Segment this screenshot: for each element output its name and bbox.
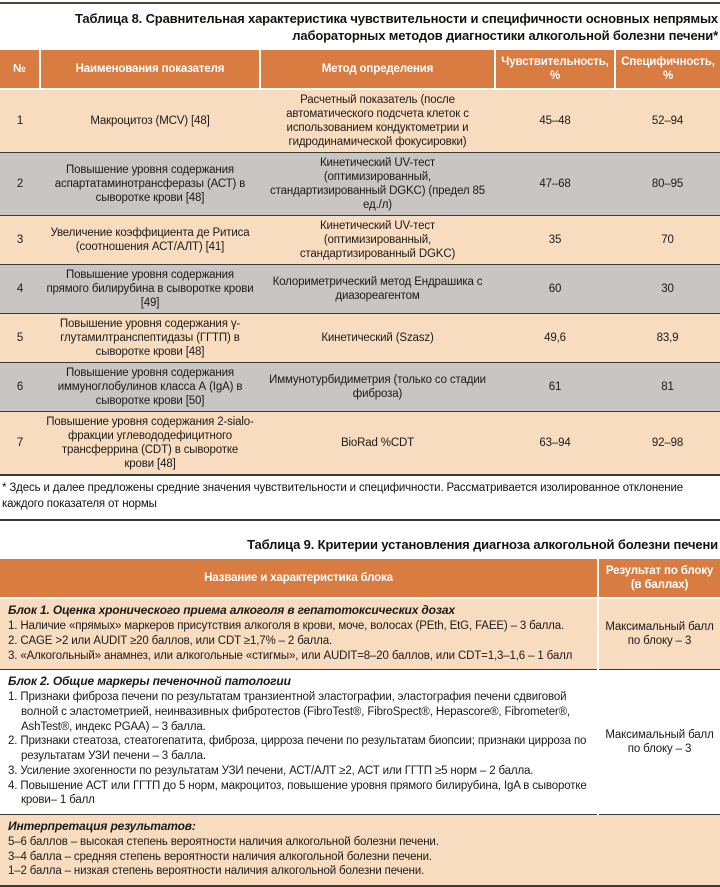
cell-method: Колориметрический метод Ендрашика с диазореагентом [260, 264, 495, 313]
interpretation-line: 5–6 баллов – высокая степень вероятности наличия алкогольной болезни печени. [8, 836, 439, 849]
table-row-block2 [0, 670, 720, 815]
table-row [0, 363, 720, 412]
table8 [0, 50, 720, 476]
interpretation-cell [0, 815, 720, 887]
cell-number: 5 [0, 314, 40, 363]
table9-header-row [0, 559, 720, 598]
cell-specificity: 81 [615, 363, 720, 412]
block2-item: 1. Признаки фиброза печени по результатам транзиентной эластографии, эластография печени сдвиговой волной с эластометрией, неинвазивных фибротестов (FibroTest®, FibroSpect®, Hepascore®, Fibrometer®, AshTest®, индекс PGAA) – 3 балла. [8, 691, 570, 733]
cell-specificity: 83,9 [615, 314, 720, 363]
table-row [0, 89, 720, 153]
table-row [0, 264, 720, 313]
cell-method: BioRad %CDT [260, 412, 495, 476]
table-row [0, 412, 720, 476]
cell-specificity: 30 [615, 264, 720, 313]
cell-name: Повышение уровня содержания аспартатаминотрансферазы (АСТ) в сыворотке крови [48] [40, 152, 260, 215]
table8-title: Таблица 8. Сравнительная характеристика чувствительности и специфичности основных непрямых лабораторных методов диагностики алкогольной болезни печени* [74, 11, 718, 43]
block1-description [0, 598, 598, 670]
cell-name: Повышение уровня содержания иммуноглобулинов класса А (IgA) в сыворотке крови [50] [40, 363, 260, 412]
cell-specificity: 52–94 [615, 89, 720, 153]
block2-heading: Блок 2. Общие маркеры печеночной патологии [8, 674, 291, 689]
cell-number: 3 [0, 215, 40, 264]
cell-name: Увеличение коэффициента де Ритиса (соотношения АСТ/АЛТ) [41] [40, 215, 260, 264]
cell-method: Иммунотурбидиметрия (только со стадии фиброза) [260, 363, 495, 412]
table9 [0, 559, 720, 887]
interpretation-line: 1–2 балла – низкая степень вероятности наличия алкогольной болезни печени. [8, 865, 425, 878]
table-row-block1 [0, 598, 720, 670]
cell-sensitivity: 61 [495, 363, 615, 412]
table9-title: Таблица 9. Критерии установления диагноза алкогольной болезни печени [247, 537, 718, 553]
table8-body [0, 89, 720, 475]
cell-number: 2 [0, 152, 40, 215]
table-row [0, 314, 720, 363]
cell-sensitivity: 35 [495, 215, 615, 264]
cell-sensitivity: 60 [495, 264, 615, 313]
cell-name: Повышение уровня содержания γ-глутамилтранспептидазы (ГГТП) в сыворотке крови [48] [40, 314, 260, 363]
top-rule [0, 2, 720, 4]
table8-col-method: Метод определения [260, 50, 495, 89]
block2-item: 3. Усиление эхогенности по результатам УЗИ печени, АСТ/АЛТ ≥2, АСТ или ГГТП ≥5 норм – 2 балла. [8, 764, 534, 777]
document-page [0, 2, 720, 887]
cell-method: Кинетический UV-тест (оптимизированный, стандартизированный DGKC) (предел 85 ед./л) [260, 152, 495, 215]
table8-col-sensitivity: Чувствительность, % [495, 50, 615, 89]
cell-number: 6 [0, 363, 40, 412]
cell-name: Повышение уровня содержания прямого билирубина в сыворотке крови [49] [40, 264, 260, 313]
table8-col-specificity: Специфичность, % [615, 50, 720, 89]
cell-method: Расчетный показатель (после автоматического подсчета клеток с использованием кондуктометрии и гидродинамической фокусировки) [260, 89, 495, 153]
cell-sensitivity: 47–68 [495, 152, 615, 215]
block2-item: 2. Признаки стеатоза, стеатогепатита, фиброза, цирроза печени по результатам биопсии; признаки цирроза по результатам УЗИ печени – 3 балла. [8, 735, 587, 763]
block1-result: Максимальный балл по блоку – 3 [598, 598, 720, 670]
block1-item: 2. CAGE >2 или AUDIT ≥20 баллов, или CDT ≥1,7% – 2 балла. [8, 634, 333, 647]
table8-col-number: № [0, 50, 40, 89]
cell-specificity: 80–95 [615, 152, 720, 215]
cell-sensitivity: 63–94 [495, 412, 615, 476]
cell-sensitivity: 45–48 [495, 89, 615, 153]
cell-specificity: 70 [615, 215, 720, 264]
interpretation-heading: Интерпретация результатов: [8, 819, 196, 834]
table9-col-block: Название и характеристика блока [0, 559, 598, 598]
cell-name: Повышение уровня содержания 2-sialo-фракции углевододефицитного трансферрина (CDT) в сыворотке крови [48] [40, 412, 260, 476]
table8-col-name: Наименования показателя [40, 50, 260, 89]
table9-header [0, 559, 720, 598]
block2-description [0, 670, 598, 815]
cell-number: 7 [0, 412, 40, 476]
table9-body [0, 598, 720, 886]
cell-specificity: 92–98 [615, 412, 720, 476]
table-row [0, 215, 720, 264]
table-row [0, 152, 720, 215]
block2-item: 4. Повышение АСТ или ГГТП до 5 норм, макроцитоз, повышение уровня прямого билирубина, IgA в сыворотке крови– 1 балл [8, 779, 587, 807]
table8-header-row [0, 50, 720, 89]
block1-item: 3. «Алкогольный» анамнез, или алкогольные «стигмы», или AUDIT=8–20 баллов, или CDT=1,3–1,6 – 1 балл [8, 649, 573, 662]
cell-name: Макроцитоз (MCV) [48] [40, 89, 260, 153]
table8-header [0, 50, 720, 89]
cell-number: 4 [0, 264, 40, 313]
table9-col-result: Результат по блоку (в баллах) [598, 559, 720, 598]
block2-result: Максимальный балл по блоку – 3 [598, 670, 720, 815]
interpretation-line: 3–4 балла – средняя степень вероятности наличия алкогольной болезни печени. [8, 850, 432, 863]
cell-sensitivity: 49,6 [495, 314, 615, 363]
block1-item: 1. Наличие «прямых» маркеров присутствия алкоголя в крови, моче, волосах (PEth, EtG, FAEE) – 3 балла. [8, 620, 565, 633]
cell-method: Кинетический (Szasz) [260, 314, 495, 363]
block1-heading: Блок 1. Оценка хронического приема алкоголя в гепатотоксических дозах [8, 603, 455, 618]
table8-footnote: * Здесь и далее предложены средние значения чувствительности и специфичности. Рассматривается изолированное отклонение каждого показателя от нормы [0, 476, 720, 521]
cell-method: Кинетический UV-тест (оптимизированный, стандартизированный DGKC) [260, 215, 495, 264]
table-row-interpretation [0, 815, 720, 887]
cell-number: 1 [0, 89, 40, 153]
